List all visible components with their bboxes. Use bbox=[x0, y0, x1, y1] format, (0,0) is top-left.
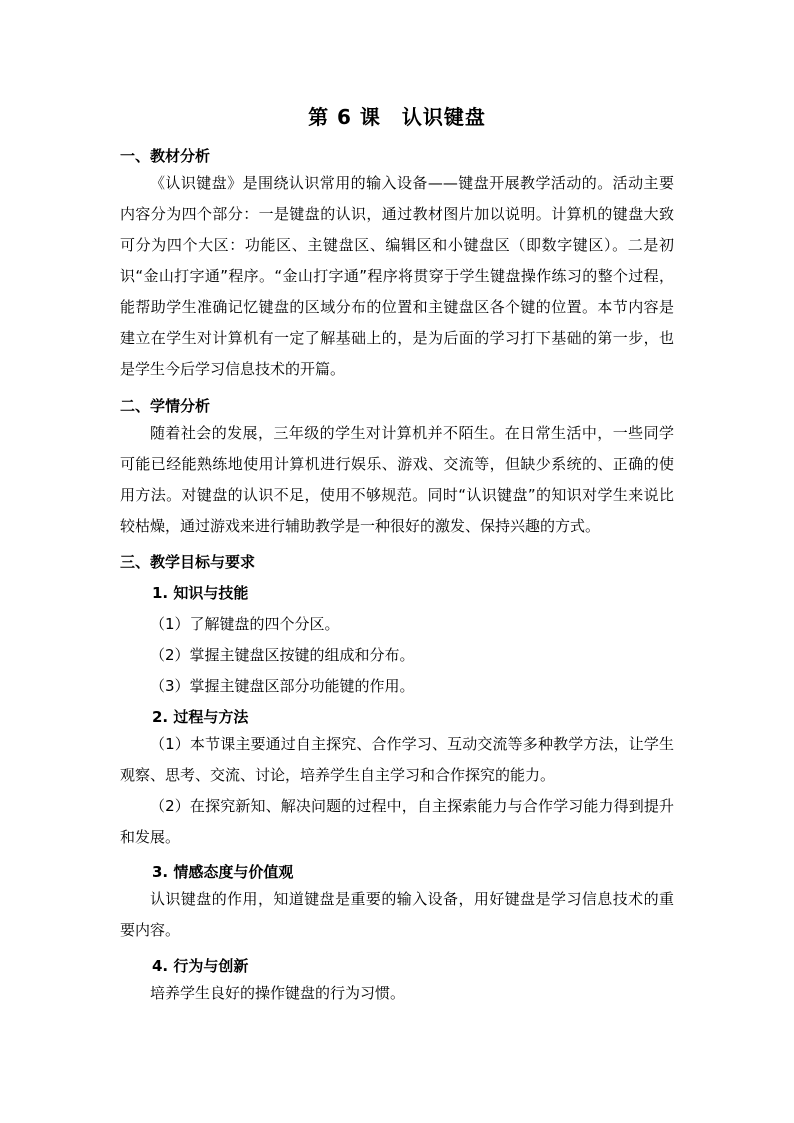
subheading-behavior-innovation: 4. 行为与创新 bbox=[152, 957, 249, 975]
list-item: （2）掌握主键盘区按键的组成和分布。 bbox=[150, 646, 415, 664]
section-heading-materials: 一、教材分析 bbox=[120, 147, 211, 165]
page-title: 第 6 课 认识键盘 bbox=[308, 105, 486, 129]
materials-paragraph: 《认识键盘》是围绕认识常用的输入设备——键盘开展教学活动的。活动主要内容分为四个部分：一是键盘的认识，通过教材图片加以说明。计算机的键盘大致可分为四个大区：功能区、主键盘区、编辑区和小键盘区（即数字键区）。二是初识“金山打字通”程序。“金山打字通”程序将贯穿于学生键盘操作练习的整个过程，能帮助学生准确记忆键盘的区域分布的位置和主键盘区各个键的位置。本节内容是建立在学生对计算机有一定了解基础上的，是为后面的学习打下基础的第一步，也是学生今后学习信息技术的开篇。 bbox=[120, 174, 674, 378]
behavior-paragraph: 培养学生良好的操作键盘的行为习惯。 bbox=[150, 984, 406, 1002]
subheading-process-methods: 2. 过程与方法 bbox=[152, 708, 249, 726]
subheading-attitude-values: 3. 情感态度与价值观 bbox=[152, 863, 294, 881]
section-heading-objectives: 三、教学目标与要求 bbox=[120, 553, 256, 571]
section-heading-students: 二、学情分析 bbox=[120, 397, 211, 415]
subheading-knowledge-skills: 1. 知识与技能 bbox=[152, 584, 249, 602]
process-paragraph-1: （1）本节课主要通过自主探究、合作学习、互动交流等多种教学方法，让学生观察、思考、交流、讨论，培养学生自主学习和合作探究的能力。 bbox=[120, 735, 674, 784]
students-paragraph: 随着社会的发展，三年级的学生对计算机并不陌生。在日常生活中，一些同学可能已经能熟练地使用计算机进行娱乐、游戏、交流等，但缺少系统的、正确的使用方法。对键盘的认识不足，使用不够规范。同时“认识键盘”的知识对学生来说比较枯燥，通过游戏来进行辅助教学是一种很好的激发、保持兴趣的方式。 bbox=[120, 424, 674, 535]
attitude-paragraph: 认识键盘的作用，知道键盘是重要的输入设备，用好键盘是学习信息技术的重要内容。 bbox=[120, 890, 674, 939]
list-item: （3）掌握主键盘区部分功能键的作用。 bbox=[150, 677, 415, 695]
process-paragraph-2: （2）在探究新知、解决问题的过程中，自主探索能力与合作学习能力得到提升和发展。 bbox=[120, 797, 674, 846]
list-item: （1）了解键盘的四个分区。 bbox=[150, 615, 340, 633]
